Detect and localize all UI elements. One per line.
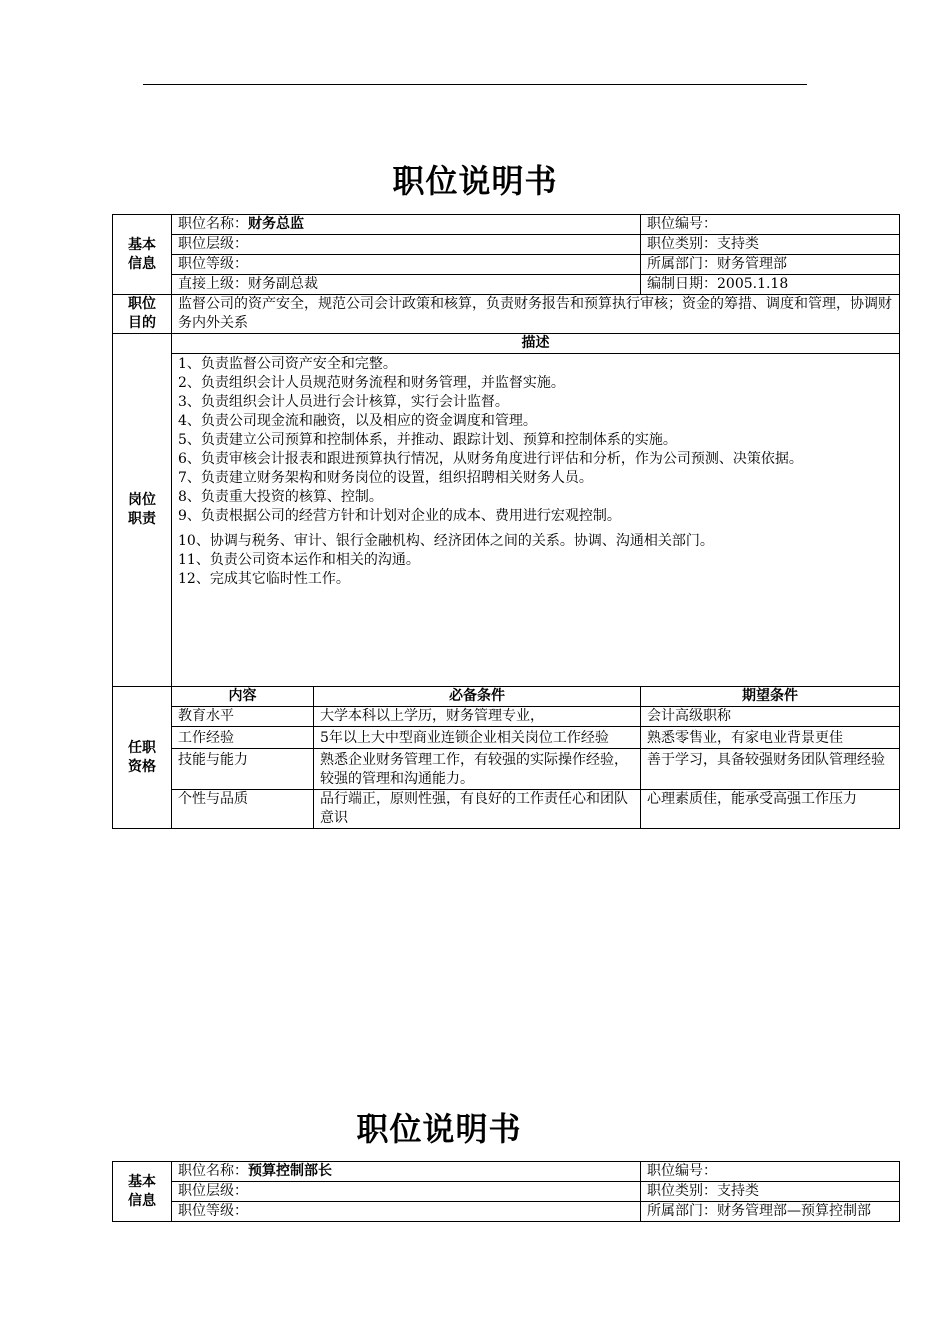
- position-name-cell: 职位名称：财务总监: [172, 215, 641, 235]
- purpose-label: 职位目的: [113, 295, 172, 334]
- table-row: [113, 707, 900, 727]
- qual-desired: 善于学习，具备较强财务团队管理经验: [641, 749, 900, 790]
- list-item: 11、 负责公司资本运作和相关的沟通。: [178, 552, 420, 568]
- table-row: [113, 749, 900, 790]
- qual-item: 教育水平: [172, 707, 314, 727]
- duty-list: [172, 354, 900, 687]
- position-grade-cell: 职位等级：: [172, 1202, 641, 1222]
- compile-date-cell: 编制日期：2005.1.18: [641, 275, 900, 295]
- list-item: 4、 负责公司现金流和融资，以及相应的资金调度和管理。: [178, 413, 537, 429]
- position-level-cell: 职位层级：: [172, 1182, 641, 1202]
- list-item: 12、 完成其它临时性工作。: [178, 571, 350, 587]
- position-category-cell: 职位类别：支持类: [641, 1182, 900, 1202]
- qual-item: 技能与能力: [172, 749, 314, 790]
- qual-header-desired: 期望条件: [641, 687, 900, 707]
- list-item: 5、 负责建立公司预算和控制体系，并推动、跟踪计划、预算和控制体系的实施。: [178, 432, 677, 448]
- qual-required: 大学本科以上学历，财务管理专业，: [314, 707, 641, 727]
- position-name-value: 预算控制部长: [248, 1163, 332, 1179]
- list-item: 8、 负责重大投资的核算、控制。: [178, 489, 383, 505]
- list-item: 1、 负责监督公司资产安全和完整。: [178, 356, 397, 372]
- page-title-2: 职位说明书: [356, 1110, 522, 1148]
- qual-header-item: 内容: [172, 687, 314, 707]
- qual-required: 熟悉企业财务管理工作，有较强的实际操作经验，较强的管理和沟通能力。: [314, 749, 641, 790]
- qualification-label: 任职资格: [113, 687, 172, 829]
- job-description-table-2: [112, 1161, 900, 1222]
- position-grade-cell: 职位等级：: [172, 255, 641, 275]
- duty-body-row: [113, 354, 900, 687]
- duty-label: 岗位职责: [113, 334, 172, 687]
- qual-item: 个性与品质: [172, 790, 314, 829]
- list-item: 9、 负责根据公司的经营方针和计划对企业的成本、费用进行宏观控制。: [178, 508, 621, 524]
- qual-desired: 会计高级职称: [641, 707, 900, 727]
- basic-info-label: 基本信息: [113, 1162, 172, 1222]
- department-cell: 所属部门：财务管理部: [641, 255, 900, 275]
- supervisor-cell: 直接上级：财务副总裁: [172, 275, 641, 295]
- qual-required: 品行端正，原则性强，有良好的工作责任心和团队意识: [314, 790, 641, 829]
- qual-item: 工作经验: [172, 727, 314, 749]
- basic-row-2: [113, 1182, 900, 1202]
- table-row: [113, 727, 900, 749]
- qual-header-required: 必备条件: [314, 687, 641, 707]
- purpose-text: 监督公司的资产安全，规范公司会计政策和核算，负责财务报告和预算执行审核；资金的筹措、调度和管理，协调财务内外关系: [172, 295, 900, 334]
- page-title: 职位说明书: [392, 162, 558, 200]
- qual-required: 5年以上大中型商业连锁企业相关岗位工作经验: [314, 727, 641, 749]
- basic-row-2: [113, 235, 900, 255]
- basic-row-1: [113, 215, 900, 235]
- list-item: 10、 协调与税务、审计、银行金融机构、经济团体之间的关系。协调、沟通相关部门。: [178, 533, 714, 549]
- list-item: 3、 负责组织会计人员进行会计核算，实行会计监督。: [178, 394, 509, 410]
- basic-row-3: [113, 255, 900, 275]
- basic-row-3: [113, 1202, 900, 1222]
- list-item: 2、 负责组织会计人员规范财务流程和财务管理，并监督实施。: [178, 375, 565, 391]
- position-name-value: 财务总监: [248, 216, 304, 232]
- qual-desired: 心理素质佳，能承受高强工作压力: [641, 790, 900, 829]
- position-category-cell: 职位类别：支持类: [641, 235, 900, 255]
- position-code-cell: 职位编号：: [641, 1162, 900, 1182]
- job-description-table: [112, 214, 900, 829]
- list-item: 6、 负责审核会计报表和跟进预算执行情况，从财务角度进行评估和分析，作为公司预测、决策依据。: [178, 451, 803, 467]
- qual-header-row: [113, 687, 900, 707]
- position-name-cell: 职位名称：预算控制部长: [172, 1162, 641, 1182]
- purpose-row: [113, 295, 900, 334]
- duty-header: 描述: [172, 334, 900, 354]
- qual-desired: 熟悉零售业，有家电业背景更佳: [641, 727, 900, 749]
- position-level-cell: 职位层级：: [172, 235, 641, 255]
- basic-row-4: [113, 275, 900, 295]
- list-item: 7、 负责建立财务架构和财务岗位的设置，组织招聘相关财务人员。: [178, 470, 593, 486]
- header-rule: [143, 84, 807, 85]
- duty-header-row: [113, 334, 900, 354]
- table-row: [113, 790, 900, 829]
- basic-info-label: 基本信息: [113, 215, 172, 295]
- basic-row-1: [113, 1162, 900, 1182]
- department-cell: 所属部门：财务管理部—预算控制部: [641, 1202, 900, 1222]
- position-code-cell: 职位编号：: [641, 215, 900, 235]
